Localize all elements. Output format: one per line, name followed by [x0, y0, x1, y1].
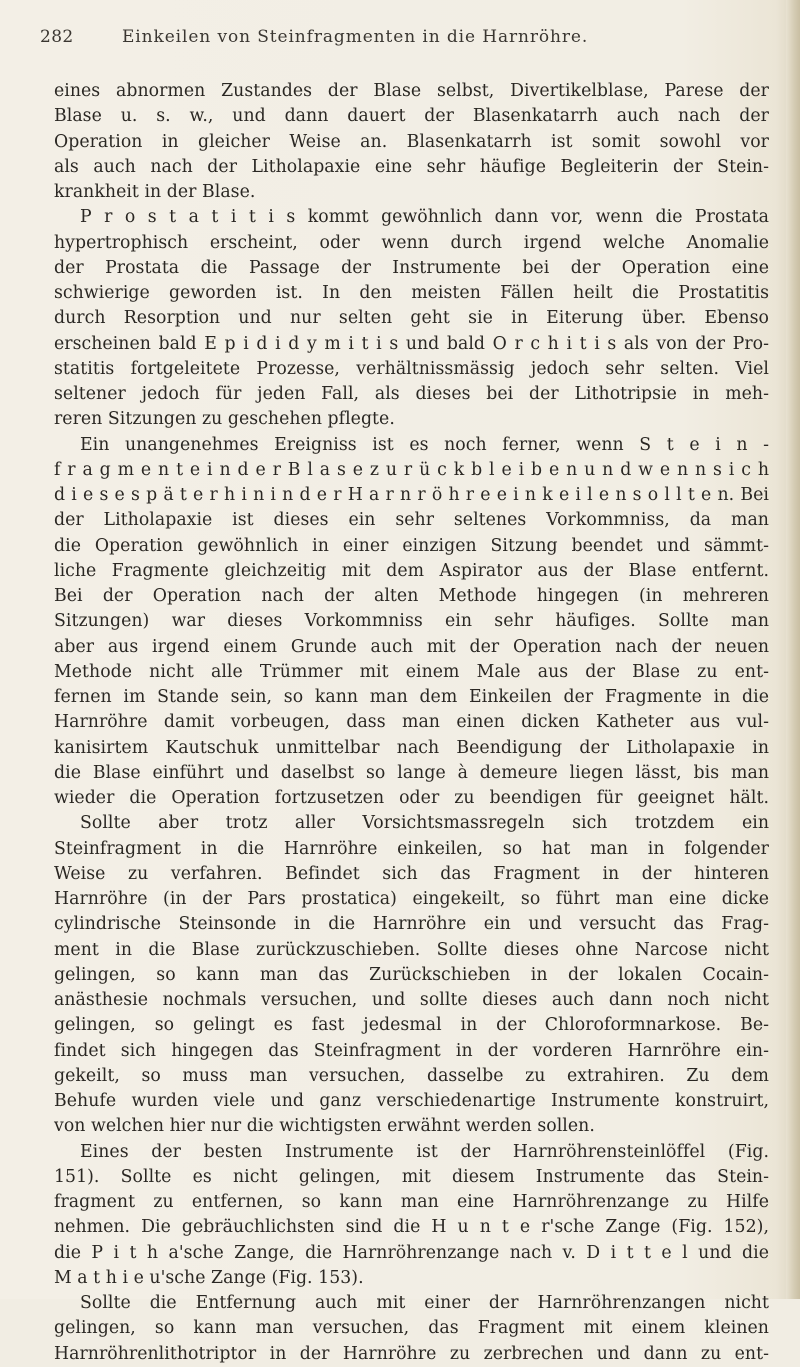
text-line: Harnröhre (in der Pars prostatica) eingekeilt, so führt man eine dicke: [54, 889, 769, 909]
text-line: hypertrophisch erscheint, oder wenn durch irgend welche Anomalie: [54, 232, 769, 253]
text-line: Bei der Operation nach der alten Methode hingegen (in mehreren: [54, 586, 769, 606]
text-line: gelingen, so gelingt es fast jedesmal in der Chloroformnarkose. Be-: [54, 1015, 769, 1036]
text-line: Weise zu verfahren. Befindet sich das Fragment in der hinteren: [54, 863, 769, 884]
text-line: Methode nicht alle Trümmer mit einem Male aus der Blase zu ent-: [54, 661, 769, 682]
text-line: findet sich hingegen das Steinfragment in der vorderen Harnröhre ein-: [54, 1040, 769, 1061]
text-line: die Operation gewöhnlich in einer einzigen Sitzung beendet und sämmt-: [54, 535, 769, 556]
text-line: reren Sitzungen zu geschehen pflegte.: [54, 409, 395, 430]
text-line: seltener jedoch für jeden Fall, als dieses bei der Lithotripsie in meh-: [54, 384, 769, 404]
text-line: die P i t h a'sche Zange, die Harnröhrenzange nach v. D i t t e l und die: [54, 1242, 769, 1263]
text-line: Eines der besten Instrumente ist der Harnröhrensteinlöffel (Fig.: [80, 1141, 769, 1162]
text-line: fragment zu entfernen, so kann man eine Harnröhrenzange zu Hilfe: [54, 1192, 769, 1212]
text-line: cylindrische Steinsonde in die Harnröhre ein und versucht das Frag-: [54, 914, 769, 935]
text-line: statitis fortgeleitete Prozesse, verhältnissmässig jedoch sehr selten. Viel: [54, 358, 769, 379]
running-header: [40, 27, 740, 51]
text-line: gelingen, so kann man das Zurückschieben in der lokalen Cocain-: [54, 964, 769, 985]
text-line: Sollte aber trotz aller Vorsichtsmassregeln sich trotzdem ein: [80, 813, 769, 834]
text-line: Harnröhre damit vorbeugen, dass man einen dicken Katheter aus vul-: [54, 712, 769, 733]
text-line: kanisirtem Kautschuk unmittelbar nach Beendigung der Litholapaxie in: [54, 737, 769, 758]
text-line: der Prostata die Passage der Instrumente bei der Operation eine: [54, 257, 769, 278]
text-line: M a t h i e u'sche Zange (Fig. 153).: [54, 1267, 364, 1288]
text-line: als auch nach der Litholapaxie eine sehr häufige Begleiterin der Stein-: [54, 156, 769, 177]
text-line: liche Fragmente gleichzeitig mit dem Aspirator aus der Blase entfernt.: [54, 560, 769, 581]
text-line: Harnröhrenlithotriptor in der Harnröhre zu zerbrechen und dann zu ent-: [54, 1343, 769, 1364]
text-line: erscheinen bald E p i d i d y m i t i s und bald O r c h i t i s als von der Pro-: [54, 333, 769, 354]
text-line: gelingen, so kann man versuchen, das Fragment mit einem kleinen: [54, 1318, 769, 1339]
text-line: Steinfragment in die Harnröhre einkeilen, so hat man in folgender: [54, 838, 769, 859]
text-line: Ein unangenehmes Ereigniss ist es noch ferner, wenn S t e i n -: [80, 434, 769, 455]
text-line: gekeilt, so muss man versuchen, dasselbe zu extrahiren. Zu dem: [54, 1065, 769, 1086]
text-line: wieder die Operation fortzusetzen oder zu beendigen für geeignet hält.: [54, 788, 769, 808]
text-line: aber aus irgend einem Grunde auch mit der Operation nach der neuen: [54, 636, 769, 657]
text-line: nehmen. Die gebräuchlichsten sind die H u n t e r'sche Zange (Fig. 152),: [54, 1217, 769, 1238]
text-line: Behufe wurden viele und ganz verschiedenartige Instrumente konstruirt,: [54, 1091, 769, 1111]
text-line: Sitzungen) war dieses Vorkommniss ein sehr häufiges. Sollte man: [54, 611, 769, 632]
page-edge: [786, 0, 800, 1299]
text-line: der Litholapaxie ist dieses ein sehr seltenes Vorkommniss, da man: [54, 510, 769, 531]
text-line: f r a g m e n t e i n d e r B l a s e z u r ü c k b l e i b e n u n d w e n n s i c h: [54, 459, 769, 480]
text-line: P r o s t a t i t i s kommt gewöhnlich dann vor, wenn die Prostata: [80, 207, 769, 228]
text-line: Operation in gleicher Weise an. Blasenkatarrh ist somit sowohl vor: [54, 131, 769, 152]
text-line: von welchen hier nur die wichtigsten erwähnt werden sollen.: [54, 1116, 595, 1137]
text-line: 151). Sollte es nicht gelingen, mit diesem Instrumente das Stein-: [54, 1166, 769, 1187]
text-line: Sollte die Entfernung auch mit einer der Harnröhrenzangen nicht: [80, 1293, 769, 1313]
text-line: schwierige geworden ist. In den meisten Fällen heilt die Prostatitis: [54, 283, 769, 303]
text-line: eines abnormen Zustandes der Blase selbst, Divertikelblase, Parese der: [54, 81, 769, 101]
text-line: krankheit in der Blase.: [54, 182, 256, 202]
body-text: [54, 79, 769, 1367]
text-line: anästhesie nochmals versuchen, und sollte dieses auch dann noch nicht: [54, 990, 769, 1010]
page-number: 282: [40, 27, 74, 47]
text-line: fernen im Stande sein, so kann man dem Einkeilen der Fragmente in die: [54, 687, 769, 707]
text-line: durch Resorption und nur selten geht sie in Eiterung über. Ebenso: [54, 308, 769, 329]
text-line: Blase u. s. w., und dann dauert der Blasenkatarrh auch nach der: [54, 106, 769, 127]
text-line: die Blase einführt und daselbst so lange à demeure liegen lässt, bis man: [54, 762, 769, 783]
text-line: ment in die Blase zurückzuschieben. Sollte dieses ohne Narcose nicht: [54, 939, 769, 960]
text-line: d i e s e s p ä t e r h i n i n d e r H a r n r ö h r e e i n k e i l e n s o l l t e n. Bei: [54, 485, 769, 505]
running-title: Einkeilen von Steinfragmenten in die Harnröhre.: [122, 27, 589, 47]
